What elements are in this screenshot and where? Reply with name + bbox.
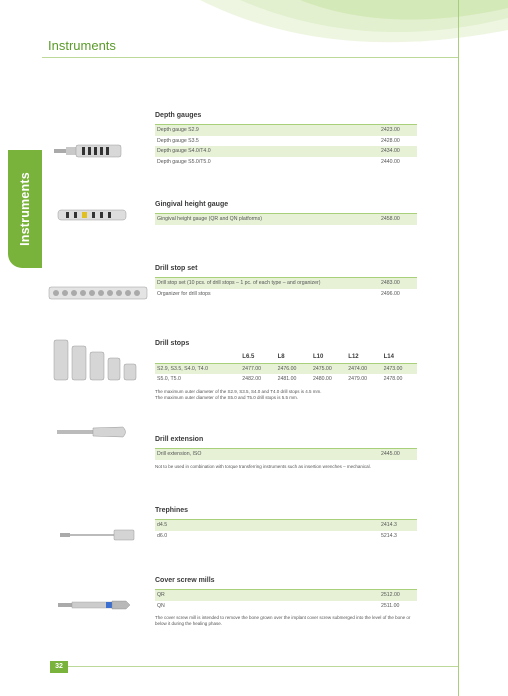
section-title: Gingival height gauge bbox=[155, 201, 229, 208]
drill-stop-set-table bbox=[155, 277, 417, 299]
item-number: 2512.00 bbox=[379, 590, 417, 601]
col-header: L14 bbox=[382, 352, 417, 363]
side-tab bbox=[8, 150, 42, 268]
table-row bbox=[155, 449, 417, 460]
col-header: L8 bbox=[276, 352, 311, 363]
item-name: Organizer for drill stops bbox=[157, 290, 211, 297]
item-name: Gingival height gauge (QR and QN platforms) bbox=[155, 214, 379, 225]
trephine-image bbox=[58, 527, 136, 543]
item-number: 2440.00 bbox=[381, 158, 400, 165]
item-name: Depth gauge S5.0/T5.0 bbox=[157, 158, 211, 165]
item-number: 2475.00 bbox=[311, 363, 346, 374]
item-number: 2481.00 bbox=[276, 374, 311, 385]
table-row bbox=[155, 278, 417, 289]
section-title: Drill stops bbox=[155, 340, 190, 347]
item-name: Drill stop set (10 pcs. of drill stops – 1 pc. of each type – and organizer) bbox=[155, 278, 379, 289]
trephines-section bbox=[155, 507, 417, 541]
item-number: 2496.00 bbox=[381, 290, 400, 297]
col-header: L12 bbox=[346, 352, 381, 363]
item-name: S2.9, S3.5, S4.0, T4.0 bbox=[155, 363, 240, 374]
table-row bbox=[155, 125, 417, 136]
col-header: L6.5 bbox=[240, 352, 275, 363]
table-row bbox=[155, 374, 417, 385]
section-title: Trephines bbox=[155, 507, 189, 514]
item-name: d4.5 bbox=[155, 520, 379, 531]
cover-screw-mills-section bbox=[155, 577, 417, 628]
footer-rule bbox=[68, 666, 458, 667]
gingival-table bbox=[155, 213, 417, 225]
header-swoosh bbox=[0, 0, 508, 70]
item-name: S5.0, T5.0 bbox=[155, 374, 240, 385]
side-tab-label: Instruments bbox=[18, 172, 32, 246]
note: Not to be used in combination with torque transferring instruments such as insertion wrenches – mechanical. bbox=[155, 463, 371, 469]
cover-screw-mill-image bbox=[56, 598, 132, 612]
item-number: 2482.00 bbox=[240, 374, 275, 385]
drill-extension-section bbox=[155, 436, 417, 470]
item-name: Depth gauge S4.0/T4.0 bbox=[155, 146, 379, 157]
table-row bbox=[155, 157, 417, 168]
section-title: Drill stop set bbox=[155, 265, 198, 272]
item-name: QR bbox=[155, 590, 379, 601]
drill-stop-set-image bbox=[48, 285, 148, 301]
item-number: 2477.00 bbox=[240, 363, 275, 374]
item-number: 2478.00 bbox=[382, 374, 417, 385]
item-name: Drill extension, ISO bbox=[155, 449, 379, 460]
item-number: 2474.00 bbox=[346, 363, 381, 374]
gingival-section bbox=[155, 201, 417, 225]
header-divider bbox=[42, 57, 458, 58]
note-line: The maximum outer diameter of the S5.0 and T5.0 drill stops is 5.5 mm. bbox=[155, 394, 298, 400]
item-name: Depth gauge S3.5 bbox=[157, 137, 199, 144]
item-number: 2473.00 bbox=[382, 363, 417, 374]
note bbox=[155, 389, 417, 402]
drill-extension-table bbox=[155, 448, 417, 460]
table-row bbox=[155, 214, 417, 225]
table-row bbox=[155, 146, 417, 157]
section-title: Cover screw mills bbox=[155, 577, 215, 584]
gingival-gauge-image bbox=[56, 208, 128, 222]
note: The cover screw mill is intended to remove the bone grown over the implant cover screw submerged into the level of the bone or below it during the healing phase. bbox=[155, 615, 411, 627]
item-number: 2458.00 bbox=[379, 214, 417, 225]
table-row bbox=[155, 363, 417, 374]
note-line: The maximum outer diameter of the S2.9, S3.5, S4.0 and T4.0 drill stops is 4.5 mm. bbox=[155, 388, 322, 394]
trephines-table bbox=[155, 519, 417, 541]
item-number: 5214.3 bbox=[381, 532, 397, 539]
table-row bbox=[155, 590, 417, 601]
drill-stops-table bbox=[155, 352, 417, 385]
item-number: 2428.00 bbox=[381, 137, 400, 144]
item-number: 2445.00 bbox=[379, 449, 417, 460]
cover-screw-mills-table bbox=[155, 589, 417, 611]
drill-stops-section bbox=[155, 340, 417, 401]
depth-gauge-image bbox=[52, 140, 127, 162]
page-title: Instruments bbox=[48, 38, 116, 53]
depth-gauges-section bbox=[155, 112, 417, 167]
item-number: 2480.00 bbox=[311, 374, 346, 385]
item-number: 2476.00 bbox=[276, 363, 311, 374]
item-number: 2423.00 bbox=[379, 125, 417, 136]
drill-extension-image bbox=[55, 425, 130, 439]
item-number: 2479.00 bbox=[346, 374, 381, 385]
table-row bbox=[155, 289, 417, 300]
drill-stops-image bbox=[52, 338, 142, 383]
depth-gauges-table bbox=[155, 124, 417, 167]
item-number: 2414.3 bbox=[379, 520, 417, 531]
item-number: 2483.00 bbox=[379, 278, 417, 289]
page-number: 32 bbox=[50, 661, 68, 673]
section-title: Depth gauges bbox=[155, 112, 202, 119]
col-header: L10 bbox=[311, 352, 346, 363]
item-name: QN bbox=[157, 602, 165, 609]
right-rule bbox=[458, 0, 459, 696]
table-row bbox=[155, 136, 417, 147]
item-name: Depth gauge S2.9 bbox=[155, 125, 379, 136]
item-number: 2434.00 bbox=[379, 146, 417, 157]
drill-stop-set-section bbox=[155, 265, 417, 299]
table-row bbox=[155, 520, 417, 531]
table-header bbox=[155, 352, 417, 363]
table-row bbox=[155, 601, 417, 612]
item-number: 2511.00 bbox=[381, 602, 400, 609]
table-row bbox=[155, 531, 417, 542]
item-name: d6.0 bbox=[157, 532, 168, 539]
section-title: Drill extension bbox=[155, 436, 204, 443]
